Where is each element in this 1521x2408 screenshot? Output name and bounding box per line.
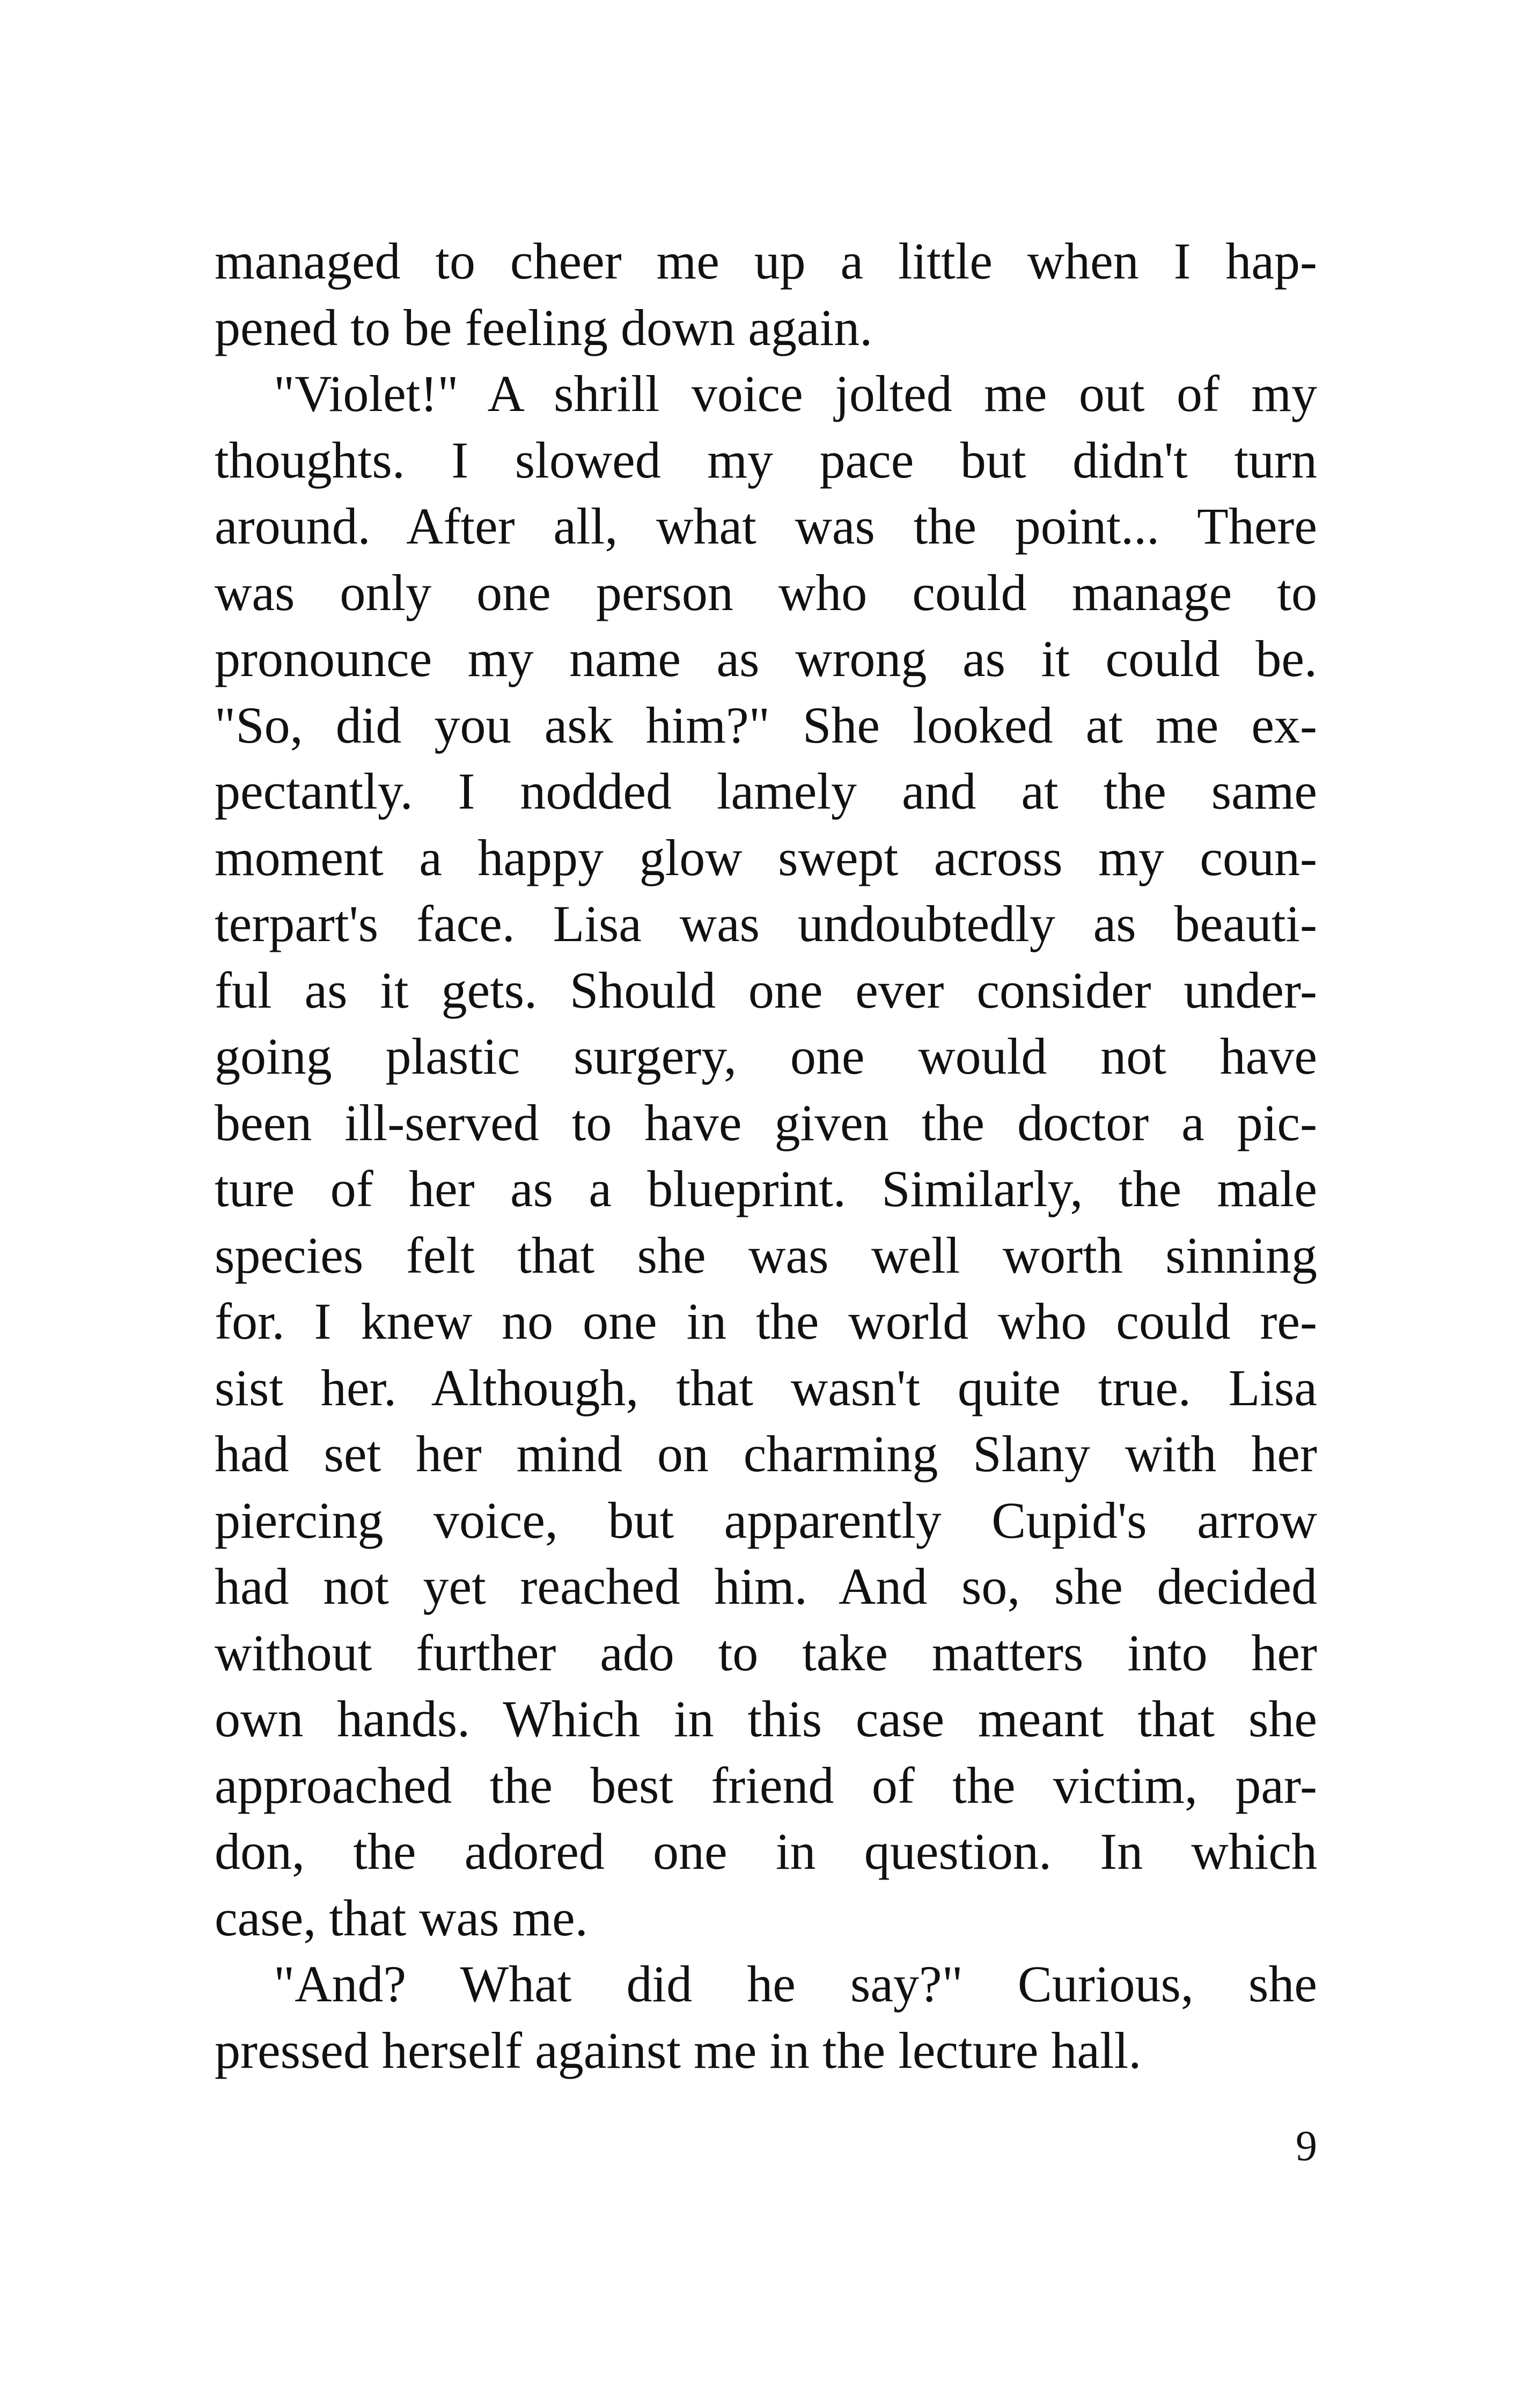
text-line: "So, did you ask him?" She looked at me ex- [215,696,1317,754]
text-line: piercing voice, but apparently Cupid's arrow [215,1491,1317,1549]
text-line: around. After all, what was the point... There [215,497,1317,555]
text-line: managed to cheer me up a little when I hap- [215,232,1317,290]
text-line: was only one person who could manage to [215,563,1317,621]
body-text [215,228,1317,2083]
text-line: pened to be feeling down again. [215,298,873,356]
text-line: thoughts. I slowed my pace but didn't turn [215,431,1317,489]
text-line: case, that was me. [215,1889,588,1947]
text-line: moment a happy glow swept across my coun- [215,828,1317,886]
text-line: for. I knew no one in the world who could re- [215,1293,1317,1350]
text-line: pectantly. I nodded lamely and at the same [215,762,1317,820]
text-line: pressed herself against me in the lecture hall. [215,2021,1142,2079]
text-line: ful as it gets. Should one ever consider under- [215,961,1317,1019]
text-line: ture of her as a blueprint. Similarly, the male [215,1160,1317,1217]
text-line: species felt that she was well worth sinning [215,1226,1317,1284]
text-line: approached the best friend of the victim, par- [215,1756,1317,1814]
text-line: had not yet reached him. And so, she decided [215,1558,1317,1615]
page-number: 9 [1296,2123,1317,2170]
text-line: "And? What did he say?" Curious, she [274,1955,1317,2013]
text-line: own hands. Which in this case meant that she [215,1690,1317,1748]
text-line: "Violet!" A shrill voice jolted me out of my [274,365,1317,422]
text-line: been ill-served to have given the doctor a pic- [215,1093,1317,1151]
text-line: had set her mind on charming Slany with her [215,1425,1317,1482]
text-line: going plastic surgery, one would not have [215,1027,1317,1085]
text-line: without further ado to take matters into her [215,1624,1317,1682]
text-line: sist her. Although, that wasn't quite true. Lisa [215,1359,1317,1416]
text-line: pronounce my name as wrong as it could be. [215,630,1317,687]
text-line: don, the adored one in question. In which [215,1823,1317,1880]
text-line: terpart's face. Lisa was undoubtedly as beauti- [215,895,1317,952]
